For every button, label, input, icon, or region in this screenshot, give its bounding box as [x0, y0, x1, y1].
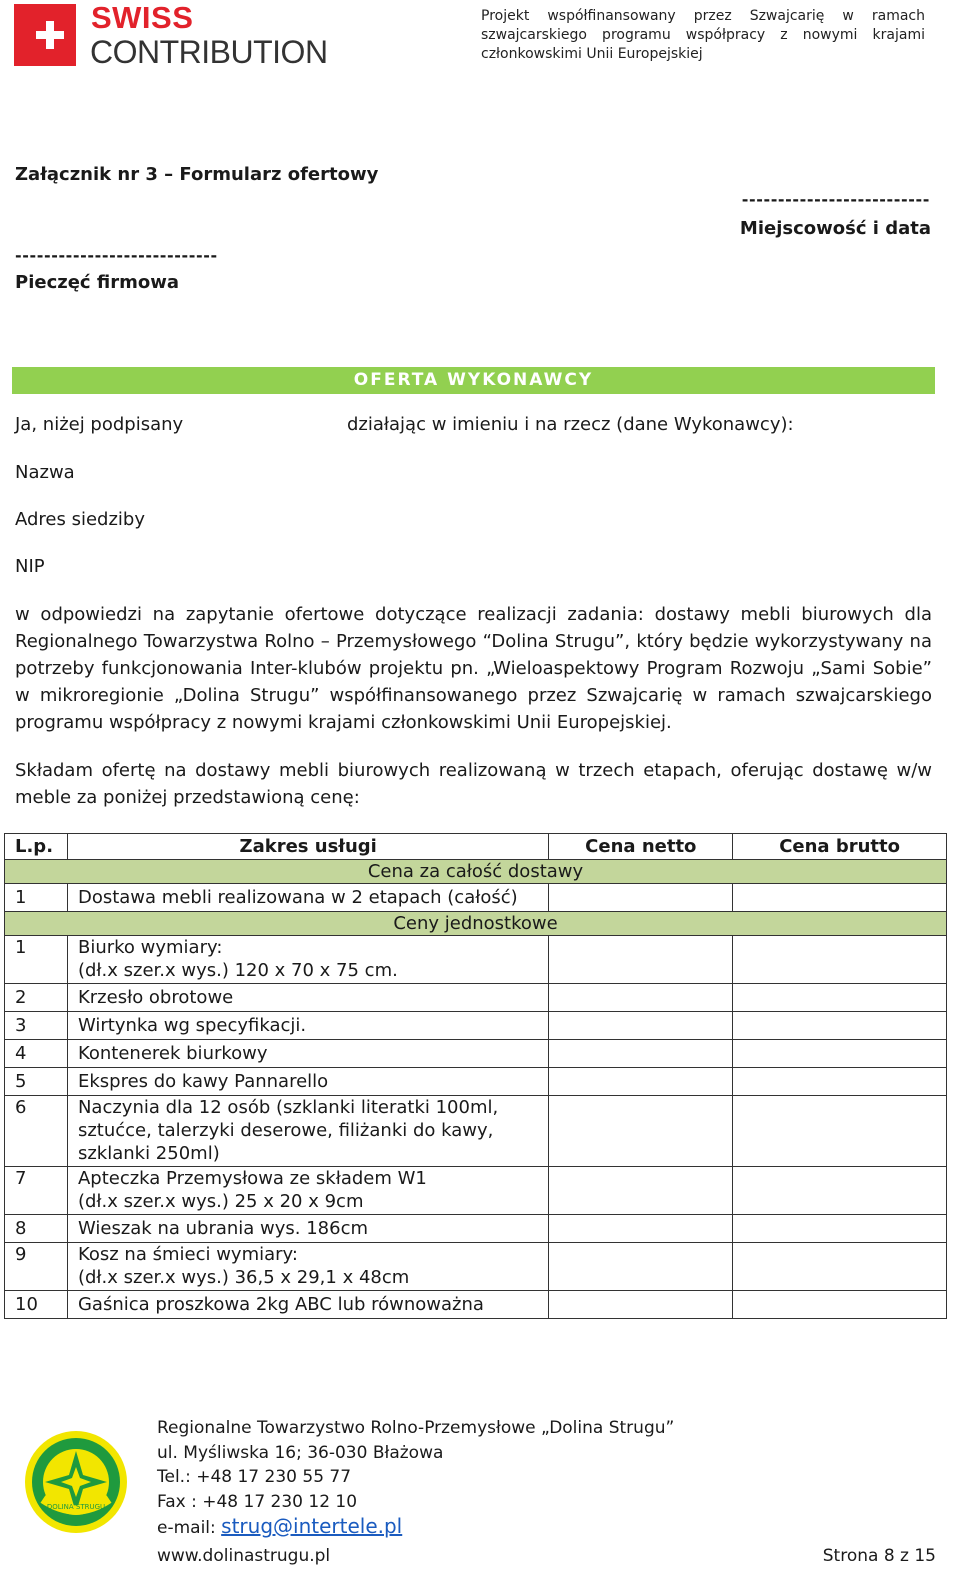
- section-label: Ceny jednostkowe: [5, 912, 947, 936]
- footer-website[interactable]: www.dolinastrugu.pl: [157, 1546, 331, 1566]
- address-label: Adres siedziby: [15, 509, 146, 530]
- table-row: [5, 984, 947, 1012]
- price-table: [4, 833, 947, 1319]
- row-description: Apteczka Przemysłowa ze składem W1 (dł.x szer.x wys.) 25 x 20 x 9cm: [67, 1167, 548, 1215]
- table-row: [5, 1012, 947, 1040]
- row-lp: 4: [5, 1040, 68, 1068]
- row-description: Ekspres do kawy Pannarello: [67, 1068, 548, 1096]
- footer-email-link[interactable]: strug@intertele.pl: [221, 1514, 403, 1538]
- table-row: [5, 884, 947, 912]
- offer-paragraph: Składam ofertę na dostawy mebli biurowych realizowaną w trzech etapach, oferując dostawę w/w meble za poniżej przedstawioną cenę:: [15, 760, 932, 808]
- net-price-cell[interactable]: [549, 1167, 733, 1215]
- gross-price-cell[interactable]: [733, 884, 947, 912]
- net-price-cell[interactable]: [549, 1291, 733, 1319]
- table-row: [5, 1040, 947, 1068]
- annex-title: Załącznik nr 3 – Formularz ofertowy: [15, 164, 379, 185]
- net-price-cell[interactable]: [549, 884, 733, 912]
- stamp-line: ----------------------------: [15, 246, 218, 265]
- net-price-cell[interactable]: [549, 984, 733, 1012]
- svg-text:DOLINA STRUGU: DOLINA STRUGU: [46, 1503, 106, 1511]
- table-row: [5, 1291, 947, 1319]
- gross-price-cell[interactable]: [733, 1215, 947, 1243]
- row-description: Naczynia dla 12 osób (szklanki literatki 100ml, sztućce, talerzyki deserowe, filiżanki do kawy, szklanki 250ml): [67, 1096, 548, 1167]
- gross-price-cell[interactable]: [733, 1096, 947, 1167]
- company-stamp-label: Pieczęć firmowa: [15, 272, 179, 293]
- footer-tel: Tel.: +48 17 230 55 77: [157, 1467, 352, 1487]
- dolina-strugu-logo: [23, 1429, 129, 1535]
- row-lp: 6: [5, 1096, 68, 1167]
- nip-label: NIP: [15, 556, 45, 577]
- table-row: [5, 1096, 947, 1167]
- net-price-cell[interactable]: [549, 1040, 733, 1068]
- intro-paragraph: w odpowiedzi na zapytanie ofertowe dotyczące realizacji zadania: dostawy mebli biurowych dla Regionalnego Towarzystwa Rolno – Przemysłowego “Dolina Strugu”, który będzie wykorzystywany na potrzeby funkcjonowania Inter-klubów projektu pn. „Wieloaspektowy Program Rozwoju „Sami Sobie” w mikroregionie „Dolina Strugu” współfinansowanego przez Szwajcarię w ramach szwajcarskiego programu współpracy z nowymi krajami członkowskimi Unii Europejskiej.: [15, 604, 932, 733]
- table-row: [5, 1243, 947, 1291]
- footer-org-name: Regionalne Towarzystwo Rolno-Przemysłowe „Dolina Strugu”: [157, 1418, 675, 1438]
- gross-price-cell[interactable]: [733, 1243, 947, 1291]
- offer-banner: OFERTA WYKONAWCY: [12, 367, 935, 394]
- row-description: Wieszak na ubrania wys. 186cm: [67, 1215, 548, 1243]
- col-header-net-price: Cena netto: [549, 834, 733, 860]
- acting-on-behalf-label: działając w imieniu i na rzecz (dane Wykonawcy):: [347, 414, 794, 435]
- gross-price-cell[interactable]: [733, 984, 947, 1012]
- row-lp: 1: [5, 936, 68, 984]
- row-lp: 3: [5, 1012, 68, 1040]
- row-description: Kosz na śmieci wymiary: (dł.x szer.x wys.) 36,5 x 29,1 x 48cm: [67, 1243, 548, 1291]
- footer-fax: Fax : +48 17 230 12 10: [157, 1491, 358, 1512]
- row-lp: 1: [5, 884, 68, 912]
- net-price-cell[interactable]: [549, 1068, 733, 1096]
- col-header-gross-price: Cena brutto: [733, 834, 947, 860]
- row-lp: 7: [5, 1167, 68, 1215]
- logo-text-contribution: CONTRIBUTION: [90, 34, 328, 70]
- net-price-cell[interactable]: [549, 1096, 733, 1167]
- gross-price-cell[interactable]: [733, 936, 947, 984]
- row-description: Krzesło obrotowe: [67, 984, 548, 1012]
- section-row-total: [5, 860, 947, 884]
- footer-contact: [157, 1416, 674, 1541]
- net-price-cell[interactable]: [549, 1215, 733, 1243]
- table-row: [5, 1167, 947, 1215]
- row-lp: 5: [5, 1068, 68, 1096]
- logo-text-swiss: SWISS: [91, 0, 194, 35]
- net-price-cell[interactable]: [549, 936, 733, 984]
- row-description: Dostawa mebli realizowana w 2 etapach (całość): [67, 884, 548, 912]
- gross-price-cell[interactable]: [733, 1068, 947, 1096]
- section-row-unit: [5, 912, 947, 936]
- signed-label: Ja, niżej podpisany: [15, 414, 184, 435]
- name-label: Nazwa: [15, 462, 75, 483]
- footer-address: ul. Myśliwska 16; 36-030 Błażowa: [157, 1442, 444, 1463]
- net-price-cell[interactable]: [549, 1243, 733, 1291]
- row-description: Biurko wymiary: (dł.x szer.x wys.) 120 x 70 x 75 cm.: [67, 936, 548, 984]
- table-row: [5, 1068, 947, 1096]
- row-lp: 8: [5, 1215, 68, 1243]
- row-description: Wirtynka wg specyfikacji.: [67, 1012, 548, 1040]
- place-date-line: --------------------------: [741, 190, 930, 209]
- swiss-flag-icon: [14, 4, 76, 66]
- gross-price-cell[interactable]: [733, 1040, 947, 1068]
- gross-price-cell[interactable]: [733, 1291, 947, 1319]
- row-lp: 10: [5, 1291, 68, 1319]
- row-description: Kontenerek biurkowy: [67, 1040, 548, 1068]
- net-price-cell[interactable]: [549, 1012, 733, 1040]
- table-row: [5, 1215, 947, 1243]
- gross-price-cell[interactable]: [733, 1012, 947, 1040]
- col-header-scope: Zakres usługi: [67, 834, 548, 860]
- footer-email-line: [157, 1514, 674, 1541]
- place-date-label: Miejscowość i data: [739, 218, 931, 239]
- table-row: [5, 936, 947, 984]
- col-header-lp: L.p.: [5, 834, 68, 860]
- row-lp: 9: [5, 1243, 68, 1291]
- swiss-contribution-logo: [14, 0, 328, 70]
- footer-email-label: e-mail:: [157, 1518, 222, 1538]
- page-number: Strona 8 z 15: [822, 1546, 936, 1566]
- section-label: Cena za całość dostawy: [5, 860, 947, 884]
- project-cofinancing-note: Projekt współfinansowany przez Szwajcarię w ramach szwajcarskiego programu współpracy z nowymi krajami członkowskimi Unii Europejskiej: [481, 8, 925, 62]
- gross-price-cell[interactable]: [733, 1167, 947, 1215]
- row-description: Gaśnica proszkowa 2kg ABC lub równoważna: [67, 1291, 548, 1319]
- table-header-row: [5, 834, 947, 860]
- row-lp: 2: [5, 984, 68, 1012]
